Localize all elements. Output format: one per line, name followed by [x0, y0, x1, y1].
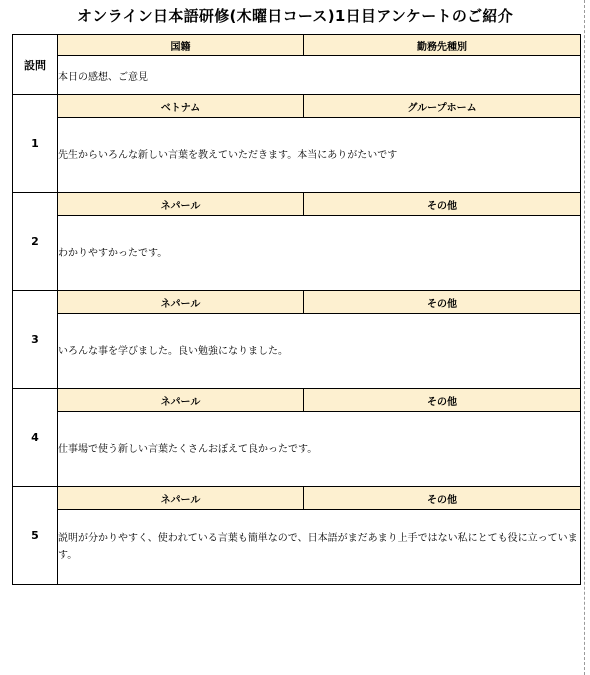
row-number: 1: [13, 95, 58, 193]
answer-cell: わかりやすかったです。: [58, 216, 581, 291]
table-row: [13, 291, 581, 314]
row-number: 2: [13, 193, 58, 291]
workplace-cell: その他: [304, 389, 581, 412]
table-row: [13, 95, 581, 118]
nationality-header: 国籍: [58, 35, 304, 56]
nationality-cell: ネパール: [58, 487, 304, 510]
setsumon-label: 設問: [13, 35, 58, 95]
answer-row: [13, 216, 581, 291]
answer-row: [13, 510, 581, 585]
answer-cell: 仕事場で使う新しい言葉たくさんおぼえて良かったです。: [58, 412, 581, 487]
page-break-guide: [584, 0, 585, 675]
table-row: [13, 389, 581, 412]
workplace-cell: その他: [304, 487, 581, 510]
page-title: オンライン日本語研修(木曜日コース)1日目アンケートのご紹介: [76, 7, 514, 25]
answer-row: [13, 314, 581, 389]
answer-cell: 説明が分かりやすく、使われている言葉も簡単なので、日本語がまだあまり上手ではない私にとても役に立っています。: [58, 510, 581, 585]
nationality-cell: ネパール: [58, 193, 304, 216]
table-row: [13, 193, 581, 216]
nationality-cell: ネパール: [58, 389, 304, 412]
row-number: 3: [13, 291, 58, 389]
nationality-cell: ベトナム: [58, 95, 304, 118]
answer-cell: 先生からいろんな新しい言葉を教えていただきます。本当にありがたいです: [58, 118, 581, 193]
header-row: [13, 35, 581, 56]
row-number: 5: [13, 487, 58, 585]
answer-row: [13, 118, 581, 193]
nationality-cell: ネパール: [58, 291, 304, 314]
workplace-header: 勤務先種別: [304, 35, 581, 56]
table-row: [13, 487, 581, 510]
survey-table: [12, 34, 581, 585]
workplace-cell: その他: [304, 291, 581, 314]
workplace-cell: グループホーム: [304, 95, 581, 118]
answer-row: [13, 412, 581, 487]
answer-cell: いろんな事を学びました。良い勉強になりました。: [58, 314, 581, 389]
workplace-cell: その他: [304, 193, 581, 216]
row-number: 4: [13, 389, 58, 487]
question-text: 本日の感想、ご意見: [58, 56, 581, 95]
question-row: [13, 56, 581, 95]
